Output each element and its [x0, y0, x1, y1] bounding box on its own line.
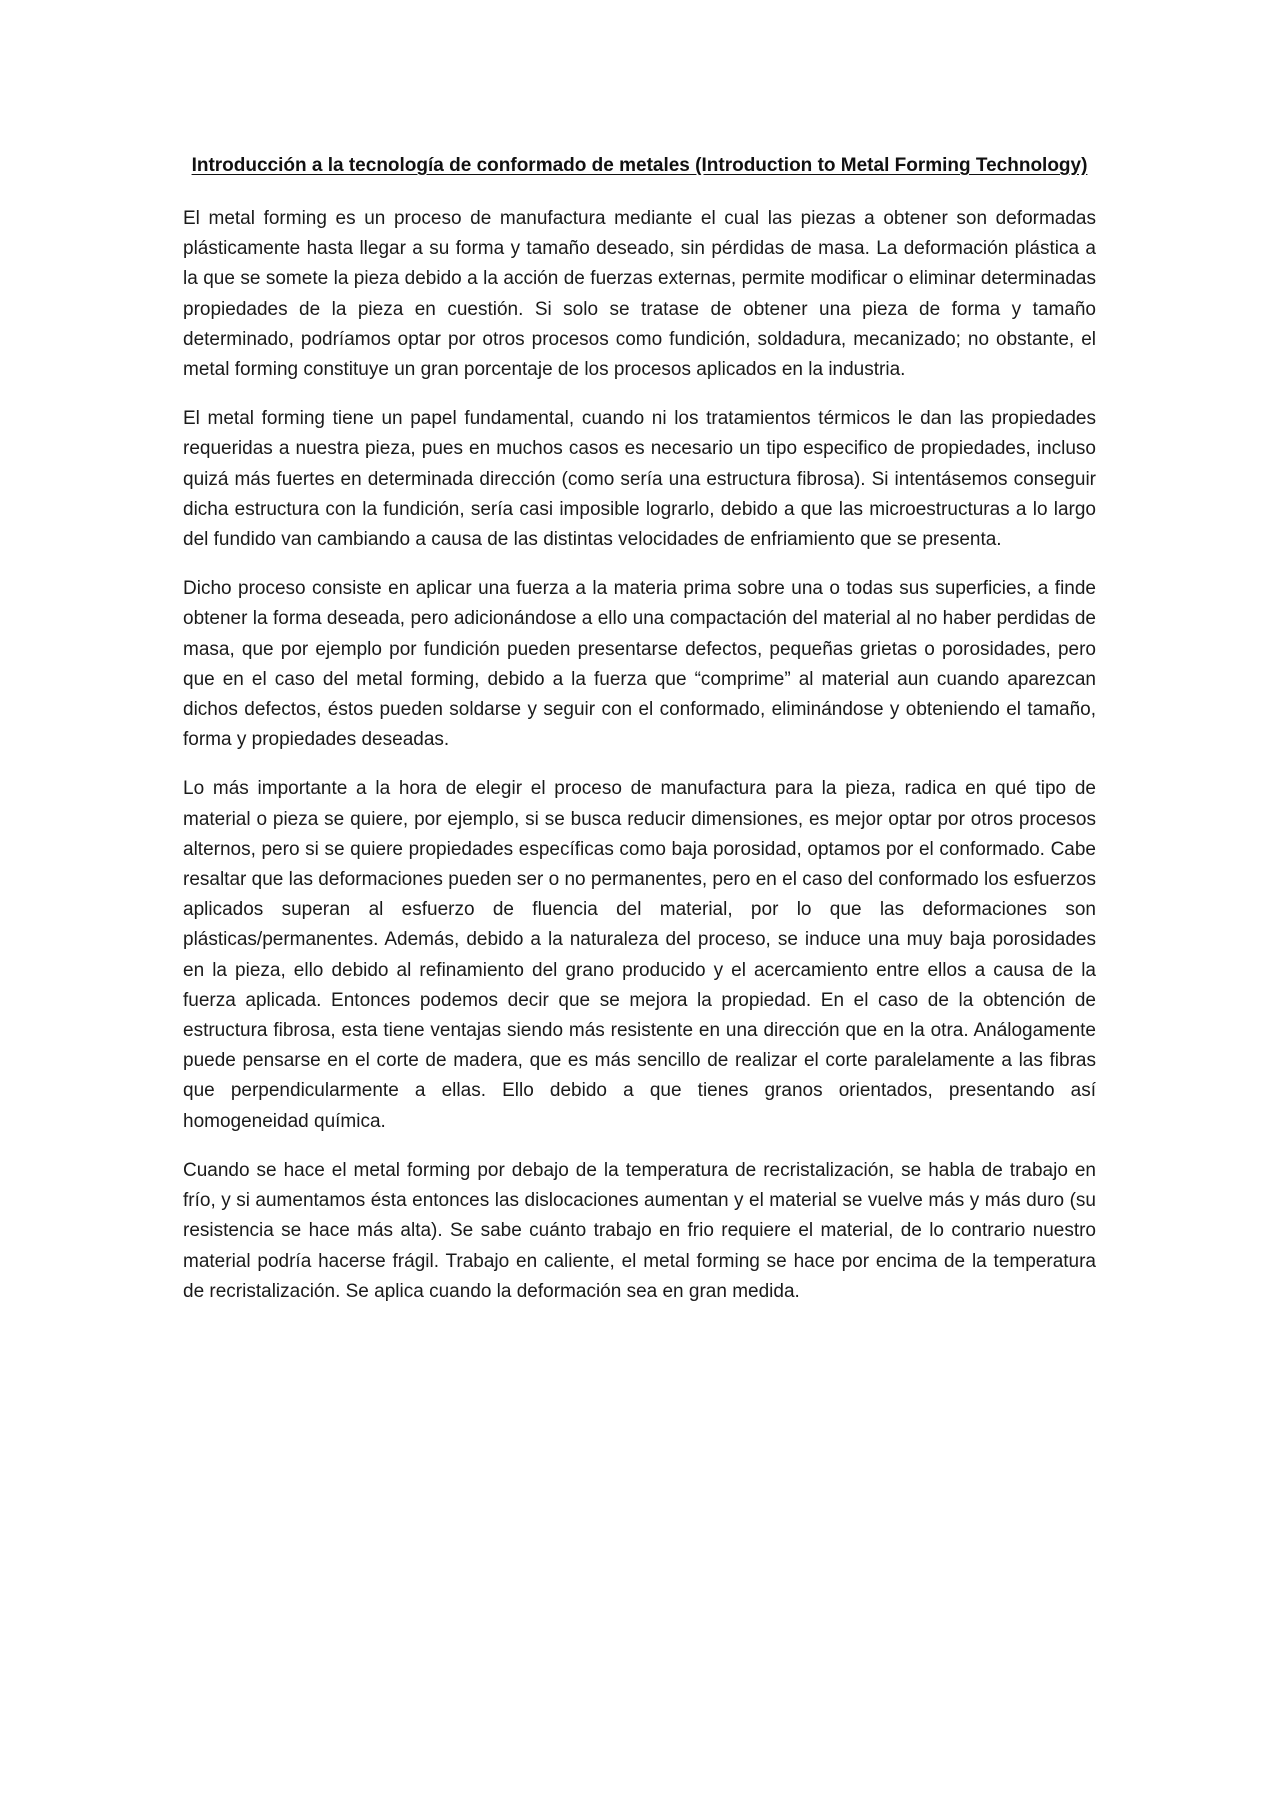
document-body [183, 150, 1096, 1326]
paragraph-3: Dicho proceso consiste en aplicar una fuerza a la materia prima sobre una o todas sus superficies, a finde obtener la forma deseada, pero adicionándose a ello una compactación del material al no haber perdidas de masa, que por ejemplo por fundición pueden presentarse defectos, pequeñas grietas o porosidades, pero que en el caso del metal forming, debido a la fuerza que “comprime” al material aun cuando aparezcan dichos defectos, éstos pueden soldarse y seguir con el conformado, eliminándose y obteniendo el tamaño, forma y propiedades deseadas. [183, 578, 1096, 751]
paragraph-5: Cuando se hace el metal forming por debajo de la temperatura de recristalización, se habla de trabajo en frío, y si aumentamos ésta entonces las dislocaciones aumentan y el material se vuelve más y más duro (su resistencia se hace más alta). Se sabe cuánto trabajo en frio requiere el material, de lo contrario nuestro material podría hacerse frágil. Trabajo en caliente, el metal forming se hace por encima de la temperatura de recristalización. Se aplica cuando la deformación sea en gran medida. [183, 1159, 1096, 1302]
paragraph-1: El metal forming es un proceso de manufactura mediante el cual las piezas a obtener son deformadas plásticamente hasta llegar a su forma y tamaño deseado, sin pérdidas de masa. La deformación plástica a la que se somete la pieza debido a la acción de fuerzas externas, permite modificar o eliminar determinadas propiedades de la pieza en cuestión. Si solo se tratase de obtener una pieza de forma y tamaño determinado, podríamos optar por otros procesos como fundición, soldadura, mecanizado; no obstante, el metal forming constituye un gran porcentaje de los procesos aplicados en la industria. [183, 208, 1096, 381]
paragraph-2: El metal forming tiene un papel fundamental, cuando ni los tratamientos térmicos le dan las propiedades requeridas a nuestra pieza, pues en muchos casos es necesario un tipo especifico de propiedades, incluso quizá más fuertes en determinada dirección (como sería una estructura fibrosa). Si intentásemos conseguir dicha estructura con la fundición, sería casi imposible lograrlo, debido a que las microestructuras a lo largo del fundido van cambiando a causa de las distintas velocidades de enfriamiento que se presenta. [183, 408, 1096, 551]
paragraph-4: Lo más importante a la hora de elegir el proceso de manufactura para la pieza, radica en qué tipo de material o pieza se quiere, por ejemplo, si se busca reducir dimensiones, es mejor optar por otros procesos alternos, pero si se quiere propiedades específicas como baja porosidad, optamos por el conformado. Cabe resaltar que las deformaciones pueden ser o no permanentes, pero en el caso del conformado los esfuerzos aplicados superan al esfuerzo de fluencia del material, por lo que las deformaciones son plásticas/permanentes. Además, debido a la naturaleza del proceso, se induce una muy baja porosidades en la pieza, ello debido al refinamiento del grano producido y el acercamiento entre ellos a causa de la fuerza aplicada. Entonces podemos decir que se mejora la propiedad. En el caso de la obtención de estructura fibrosa, esta tiene ventajas siendo más resistente en una dirección que en la otra. Análogamente puede pensarse en el corte de madera, que es más sencillo de realizar el corte paralelamente a las fibras que perpendicularmente a ellas. Ello debido a que tienes granos orientados, presentando así homogeneidad química. [183, 778, 1096, 1132]
document-title: Introducción a la tecnología de conformado de metales (Introduction to Metal Forming Technology) [191, 155, 1088, 176]
